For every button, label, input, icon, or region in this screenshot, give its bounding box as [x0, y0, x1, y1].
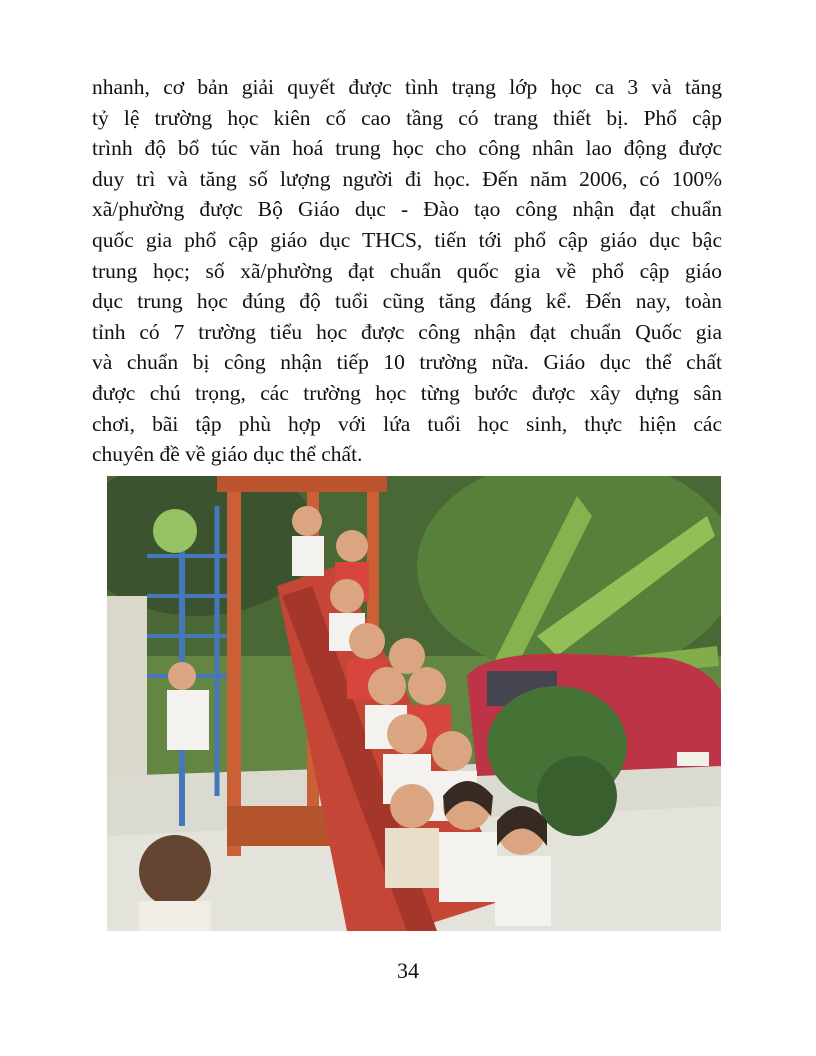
text-line: được chú trọng, các trường học từng bước được xây dựng sân: [92, 380, 722, 405]
text-line: trung học; số xã/phường đạt chuẩn quốc gia về phổ cập giáo: [92, 258, 722, 283]
photo-children-on-slide: [107, 476, 721, 931]
text-line: quốc gia phổ cập giáo dục THCS, tiến tới phổ cập giáo dục bậc: [92, 227, 722, 252]
text-line: và chuẩn bị công nhận tiếp 10 trường nữa. Giáo dục thể chất: [92, 350, 722, 375]
body-paragraph: [92, 72, 722, 470]
text-line: dục trung học đúng độ tuổi cũng tăng đáng kể. Đến nay, toàn: [92, 289, 722, 314]
text-line: duy trì và tăng số lượng người đi học. Đến năm 2006, có 100%: [92, 166, 722, 191]
page-number: 34: [397, 958, 419, 983]
photo-illustration: [107, 476, 721, 931]
text-line: xã/phường được Bộ Giáo dục - Đào tạo công nhận đạt chuẩn: [92, 197, 722, 222]
text-line: tỉnh có 7 trường tiểu học được công nhận đạt chuẩn Quốc gia: [92, 319, 722, 344]
text-line: chuyên đề về giáo dục thể chất.: [92, 442, 363, 467]
photo-tone: [107, 476, 721, 931]
text-line: chơi, bãi tập phù hợp với lứa tuổi học sinh, thực hiện các: [92, 411, 722, 436]
text-line: trình độ bổ túc văn hoá trung học cho công nhân lao động được: [92, 136, 722, 161]
text-line: nhanh, cơ bản giải quyết được tình trạng lớp học ca 3 và tăng: [92, 75, 722, 99]
text-line: tỷ lệ trường học kiên cố cao tầng có trang thiết bị. Phổ cập: [92, 105, 722, 130]
